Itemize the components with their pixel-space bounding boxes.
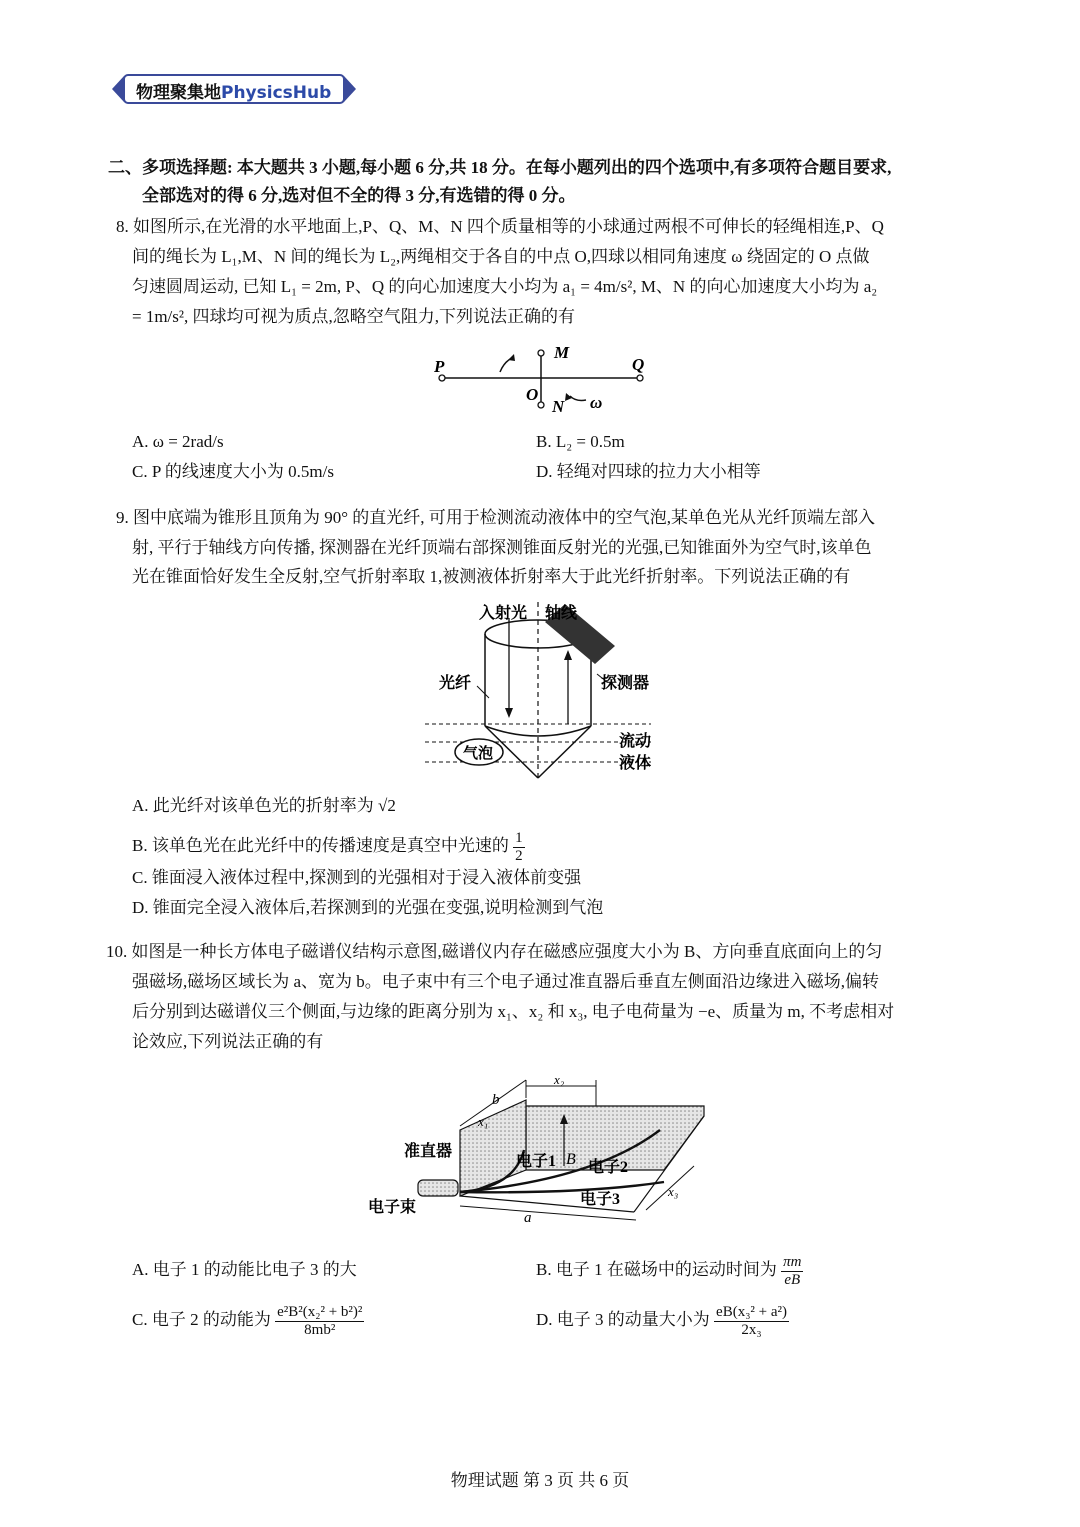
q10-option-b-denominator: eB	[784, 1271, 801, 1288]
q8-option-c: C. P 的线速度大小为 0.5m/s	[132, 462, 334, 481]
q9-option-b-text: B. 该单色光在此光纤中的传播速度是真空中光速的	[132, 836, 509, 855]
q10-text-line4: 论效应,下列说法正确的有	[132, 1032, 324, 1051]
q9-label-incident-light: 入射光	[479, 605, 528, 622]
q10-option-c-denominator: 8mb²	[304, 1321, 336, 1338]
q8-label-q: Q	[632, 355, 645, 374]
q10-option-c-numerator: e²B²(x₂² + b²)²	[277, 1303, 363, 1320]
q8-label-omega: ω	[590, 393, 603, 412]
q9-option-a: A. 此光纤对该单色光的折射率为 √2	[132, 796, 396, 815]
physicshub-logo	[112, 72, 356, 106]
q10-text-line3: 后分别到达磁谱仪三个侧面,与边缘的距离分别为 x₁、x₂ 和 x₃, 电子电荷量为 −e、质量为 m, 不考虑相对	[132, 1002, 895, 1021]
q10-label-electron2: 电子2	[588, 1159, 629, 1176]
q9-text-line1: 9. 图中底端为锥形且顶角为 90° 的直光纤, 可用于检测流动液体中的空气泡,某单色光从光纤顶端左部入	[116, 508, 876, 527]
q10-option-b-numerator: πm	[783, 1253, 802, 1270]
q8-option-b: B. L₂ = 0.5m	[536, 432, 625, 451]
q10-option-c	[132, 1300, 364, 1340]
q9-label-liquid-line1: 流动	[619, 733, 652, 750]
q9-option-b	[132, 826, 525, 866]
q9-option-b-denominator: 2	[515, 847, 523, 864]
q10-label-x2: x₂	[554, 1072, 565, 1087]
logo-text-en: PhysicsHub	[221, 83, 332, 103]
q9-label-axis: 轴线	[545, 605, 578, 622]
q10-label-collimator: 准直器	[404, 1143, 453, 1160]
q10-text-line2: 强磁场,磁场区域长为 a、宽为 b。电子束中有三个电子通过准直器后垂直左侧面沿边缘进入磁场,偏转	[132, 972, 880, 991]
q8-label-n: N	[552, 397, 565, 416]
q8-label-p: P	[434, 357, 445, 376]
q8-figure	[430, 340, 660, 420]
q10-label-b-field: B	[566, 1151, 576, 1168]
q9-label-liquid-line2: 液体	[619, 755, 652, 772]
q9-label-detector: 探测器	[601, 675, 650, 692]
q10-option-d-fraction	[714, 1304, 789, 1339]
q10-label-electron1: 电子1	[516, 1153, 557, 1170]
q8-text-line1: 8. 如图所示,在光滑的水平地面上,P、Q、M、N 四个质量相等的小球通过两根不可伸长的轻绳相连,P、Q	[116, 217, 884, 236]
q10-option-b	[536, 1250, 803, 1290]
q10-option-b-text: B. 电子 1 在磁场中的运动时间为	[536, 1260, 777, 1279]
q9-label-bubble: 气泡	[463, 746, 494, 762]
q10-label-b: b	[492, 1092, 500, 1108]
page-footer: 物理试题 第 3 页 共 6 页	[450, 1471, 630, 1490]
q9-label-fiber: 光纤	[439, 675, 472, 692]
q10-option-b-fraction	[781, 1254, 803, 1289]
q9-text-line2: 射, 平行于轴线方向传播, 探测器在光纤顶端右部探测锥面反射光的光强,已知锥面外为空气时,该单色	[132, 538, 872, 557]
q8-label-m: M	[554, 343, 570, 362]
q10-option-c-text: C. 电子 2 的动能为	[132, 1310, 271, 1329]
q8-text-line4: = 1m/s², 四球均可视为质点,忽略空气阻力,下列说法正确的有	[132, 307, 575, 326]
q9-text-line3: 光在锥面恰好发生全反射,空气折射率取 1,被测液体折射率大于此光纤折射率。下列说法正确的有	[132, 567, 851, 586]
q10-option-c-fraction	[275, 1304, 364, 1339]
q10-label-x3: x₃	[668, 1184, 679, 1199]
q10-option-d-denominator: 2x₃	[741, 1321, 762, 1338]
q9-option-b-fraction	[513, 830, 525, 865]
q8-text-line2: 间的绳长为 L₁,M、N 间的绳长为 L₂,两绳相交于各自的中点 O,四球以相同角速度 ω 绕固定的 O 点做	[132, 247, 870, 266]
q8-option-d: D. 轻绳对四球的拉力大小相等	[536, 462, 761, 481]
q10-option-d	[536, 1300, 789, 1340]
q10-label-electron3: 电子3	[580, 1191, 621, 1208]
q8-text-line3: 匀速圆周运动, 已知 L₁ = 2m, P、Q 的向心加速度大小均为 a₁ = 4m/s², M、N 的向心加速度大小均为 a₂	[132, 277, 878, 296]
logo-text	[136, 78, 331, 103]
logo-text-cn: 物理聚集地	[136, 83, 221, 103]
q10-option-d-numerator: eB(x₃² + a²)	[716, 1303, 788, 1320]
q9-option-d: D. 锥面完全浸入液体后,若探测到的光强在变强,说明检测到气泡	[132, 898, 604, 917]
q8-label-o: O	[526, 385, 539, 404]
q10-option-a: A. 电子 1 的动能比电子 3 的大	[132, 1260, 357, 1279]
section-heading-line2: 全部选对的得 6 分,选对但不全的得 3 分,有选错的得 0 分。	[142, 186, 576, 205]
q8-option-a: A. ω = 2rad/s	[132, 432, 224, 451]
q9-option-c: C. 锥面浸入液体过程中,探测到的光强相对于浸入液体前变强	[132, 868, 582, 887]
q10-option-d-text: D. 电子 3 的动量大小为	[536, 1310, 710, 1329]
q9-figure	[425, 596, 665, 788]
q10-figure	[364, 1070, 714, 1226]
q10-label-x1: x₁	[478, 1114, 489, 1129]
q9-option-b-numerator: 1	[515, 829, 523, 846]
q10-label-a: a	[524, 1210, 532, 1226]
q10-text-line1: 10. 如图是一种长方体电子磁谱仪结构示意图,磁谱仪内存在磁感应强度大小为 B、方向垂直底面向上的匀	[106, 942, 883, 961]
section-heading-line1: 二、多项选择题: 本大题共 3 小题,每小题 6 分,共 18 分。在每小题列出的四个选项中,有多项符合题目要求,	[108, 158, 892, 177]
q10-label-electron-beam: 电子束	[368, 1199, 417, 1216]
